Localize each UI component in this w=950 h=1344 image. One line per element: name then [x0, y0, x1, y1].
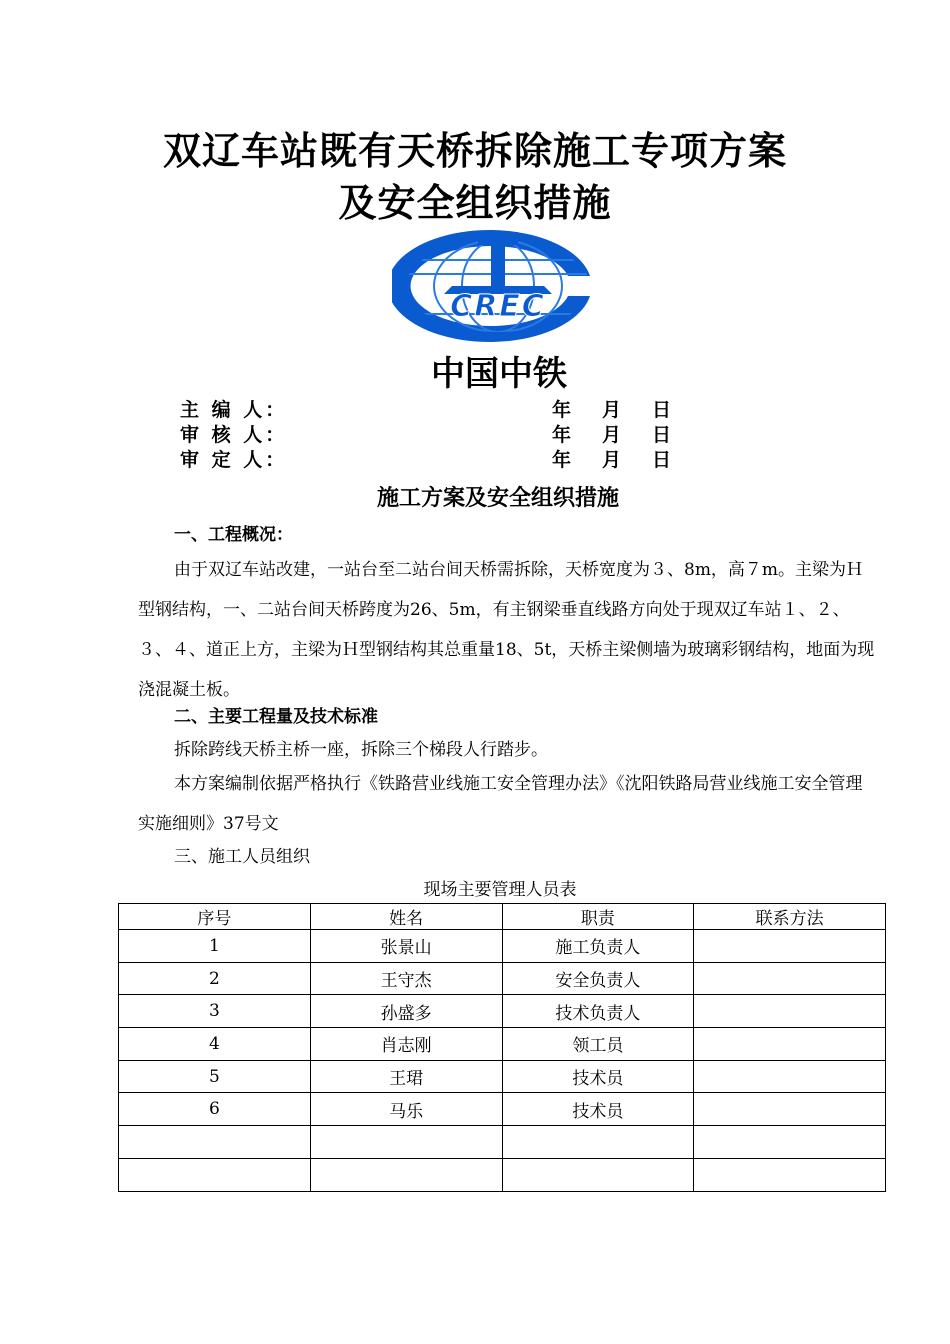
table-row: [119, 1158, 886, 1191]
cell-role: 技术员: [502, 1093, 694, 1126]
date-month: 月: [602, 424, 622, 446]
signature-approver: [180, 448, 480, 472]
cell-name: 马乐: [310, 1093, 502, 1126]
date-day: 日: [652, 449, 672, 471]
cell-role: 安全负责人: [502, 962, 694, 995]
cell-index: [119, 1158, 311, 1191]
table-row: [119, 962, 886, 995]
table-row: [119, 1093, 886, 1126]
date-day: 日: [652, 424, 672, 446]
cell-role: 施工负责人: [502, 930, 694, 963]
cell-contact: [694, 1093, 886, 1126]
cell-contact: [694, 1060, 886, 1093]
signature-date: [552, 448, 702, 472]
cell-name: [310, 1158, 502, 1191]
cell-contact: [694, 1126, 886, 1159]
signature-editor: [180, 398, 480, 422]
overview-paragraph: 由于双辽车站改建，一站台至二站台间天桥需拆除，天桥宽度为３、8m，高７m。主梁为Ｈ型钢结构，一、二站台间天桥跨度为26、5m，有主钢梁垂直线路方向处于现双辽车站１、２、３、４、道正上方，主梁为Ｈ型钢结构其总重量18、5t，天桥主梁侧墙为玻璃彩钢结构，地面为现浇混凝土板。: [138, 560, 875, 700]
signature-date: [552, 398, 702, 422]
cell-name: 王守杰: [310, 962, 502, 995]
cell-role: 领工员: [502, 1028, 694, 1061]
signature-date: [552, 423, 702, 447]
table-row: [119, 1060, 886, 1093]
signature-label: 审 定 人：: [180, 449, 288, 471]
table-header-row: [119, 904, 886, 930]
cell-index: 2: [119, 962, 311, 995]
section-heading-personnel: 三、施工人员组织: [174, 847, 310, 867]
cell-role: 技术员: [502, 1060, 694, 1093]
table-row: [119, 1028, 886, 1061]
header-role: 职责: [502, 904, 694, 930]
crec-logo: [392, 228, 604, 344]
cell-index: 5: [119, 1060, 311, 1093]
cell-name: [310, 1126, 502, 1159]
cell-role: [502, 1126, 694, 1159]
signature-label: 主 编 人：: [180, 399, 288, 421]
header-name: 姓名: [310, 904, 502, 930]
cell-role: [502, 1158, 694, 1191]
date-year: 年: [552, 399, 572, 421]
header-index: 序号: [119, 904, 311, 930]
cell-name: 张景山: [310, 930, 502, 963]
signature-label: 审 核 人：: [180, 424, 288, 446]
section-subtitle: 施工方案及安全组织措施: [376, 486, 619, 511]
cell-index: 3: [119, 995, 311, 1028]
cell-index: 6: [119, 1093, 311, 1126]
cell-contact: [694, 1158, 886, 1191]
cell-role: 技术负责人: [502, 995, 694, 1028]
date-month: 月: [602, 449, 622, 471]
cell-name: 孙盛多: [310, 995, 502, 1028]
quantities-line: 拆除跨线天桥主桥一座，拆除三个梯段人行踏步。: [174, 740, 548, 760]
table-row: [119, 930, 886, 963]
cell-name: 肖志刚: [310, 1028, 502, 1061]
document-title-line-2: 及安全组织措施: [338, 181, 612, 225]
company-name: 中国中铁: [431, 354, 567, 394]
table-row: [119, 995, 886, 1028]
cell-contact: [694, 930, 886, 963]
date-month: 月: [602, 399, 622, 421]
header-contact: 联系方法: [694, 904, 886, 930]
document-title-line-1: 双辽车站既有天桥拆除施工专项方案: [162, 129, 787, 173]
cell-contact: [694, 995, 886, 1028]
table-caption: 现场主要管理人员表: [423, 880, 577, 900]
cell-contact: [694, 962, 886, 995]
table-row: [119, 1126, 886, 1159]
cell-contact: [694, 1028, 886, 1061]
section-heading-quantities: 二、主要工程量及技术标准: [174, 707, 378, 727]
cell-name: 王珺: [310, 1060, 502, 1093]
cell-index: 4: [119, 1028, 311, 1061]
personnel-table: [118, 903, 886, 1192]
cell-index: [119, 1126, 311, 1159]
signature-reviewer: [180, 423, 480, 447]
section-heading-overview: 一、工程概况：: [174, 525, 293, 545]
crec-logo-text: CREC: [450, 289, 546, 324]
date-day: 日: [652, 399, 672, 421]
date-year: 年: [552, 424, 572, 446]
date-year: 年: [552, 449, 572, 471]
basis-paragraph: 本方案编制依据严格执行《铁路营业线施工安全管理办法》《沈阳铁路局营业线施工安全管理实施细则》37号文: [138, 774, 863, 834]
cell-index: 1: [119, 930, 311, 963]
